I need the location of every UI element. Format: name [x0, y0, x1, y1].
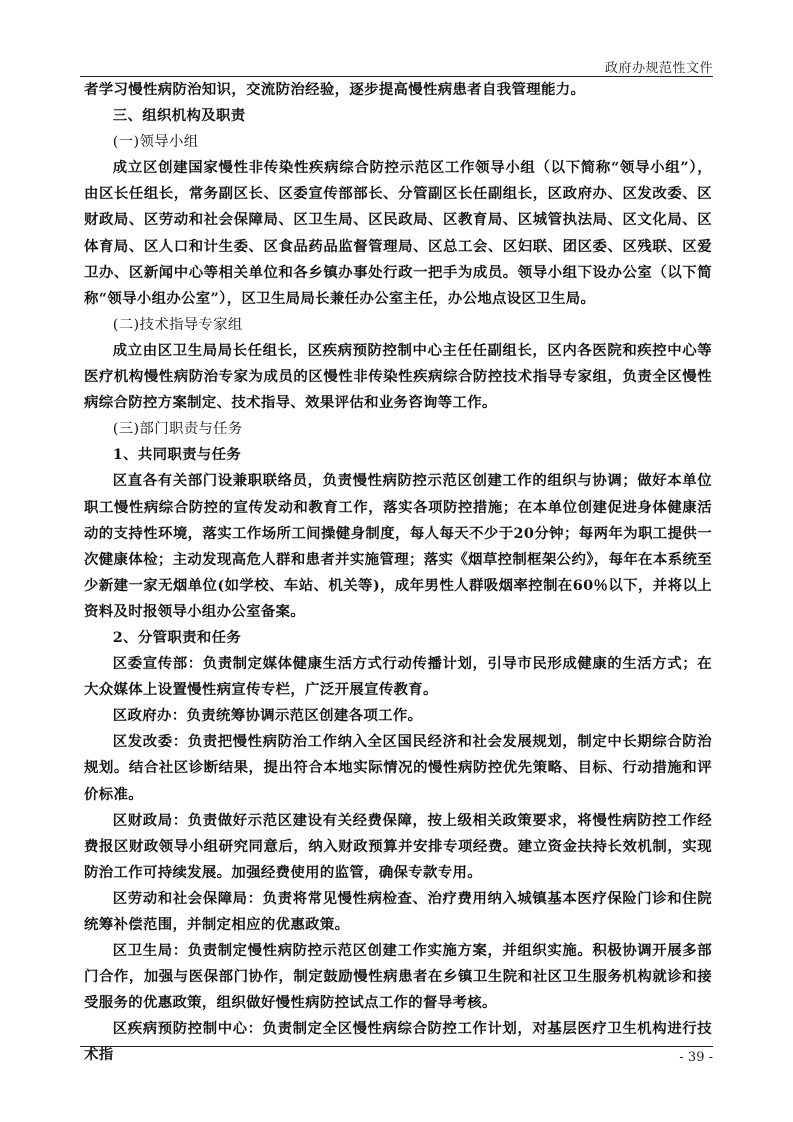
document-body	[84, 77, 712, 1069]
page-number: - 39 -	[679, 1050, 713, 1065]
subheading-divided-duties: 2、分管职责和任务	[112, 628, 242, 646]
paragraph-development-reform: 区发改委：负责把慢性病防治工作纳入全区国民经济和社会发展规划，制定中长期综合防治规划。结合社区诊断结果，提出符合本地实际情况的慢性病防控优先策略、目标、行动措施和评价标准。	[84, 733, 712, 803]
paragraph-common-duties: 区直各有关部门设兼职联络员，负责慢性病防控示范区创建工作的组织与协调；做好本单位职工慢性病综合防控的宣传发动和教育工作，落实各项防控措施；在本单位创建促进身体健康活动的支持性环境，落实工作场所工间操健身制度，每人每天不少于20分钟；每两年为职工提供一次健康体检；主动发现高危人群和患者并实施管理；落实《烟草控制框架公约》，每年在本系统至少新建一家无烟单位(如学校、车站、机关等)，成年男性人群吸烟率控制在60％以下，并将以上资料及时报领导小组办公室备案。	[84, 472, 712, 620]
paragraph-labor-social-security: 区劳动和社会保障局：负责将常见慢性病检查、治疗费用纳入城镇基本医疗保险门诊和住院统筹补偿范围，并制定相应的优惠政策。	[84, 889, 712, 933]
paragraph-cdc: 区疾病预防控制中心：负责制定全区慢性病综合防控工作计划，对基层医疗卫生机构进行技术指	[84, 1020, 712, 1064]
paragraph-publicity-department: 区委宣传部：负责制定媒体健康生活方式行动传播计划，引导市民形成健康的生活方式；在大众媒体上设置慢性病宣传专栏，广泛开展宣传教育。	[84, 655, 712, 699]
paragraph-leadership-group: 成立区创建国家慢性非传染性疾病综合防控示范区工作领导小组（以下简称“领导小组”），由区长任组长，常务副区长、区委宣传部部长、分管副区长任副组长，区政府办、区发改委、区财政局、区劳动和社会保障局、区卫生局、区民政局、区教育局、区城管执法局、区文化局、区体育局、区人口和计生委、区食品药品监督管理局、区总工会、区妇联、团区委、区残联、区爱卫办、区新闻中心等相关单位和各乡镇办事处行政一把手为成员。领导小组下设办公室（以下简称“领导小组办公室”），区卫生局局长兼任办公室主任，办公地点设区卫生局。	[84, 159, 712, 307]
paragraph-continuation: 者学习慢性病防治知识，交流防治经验，逐步提高慢性病患者自我管理能力。	[84, 81, 586, 98]
subheading-department-duties: (三)部门职责与任务	[112, 421, 243, 438]
paragraph-expert-group: 成立由区卫生局局长任组长，区疾病预防控制中心主任任副组长，区内各医院和疾控中心等医疗机构慢性病防治专家为成员的区慢性非传染性疾病综合防控技术指导专家组，负责全区慢性病综合防控方案制定、技术指导、效果评估和业务咨询等工作。	[84, 341, 712, 412]
subheading-common-duties: 1、共同职责与任务	[112, 446, 242, 464]
paragraph-health-bureau: 区卫生局：负责制定慢性病防控示范区创建工作实施方案，并组织实施。积极协调开展多部门合作，加强与医保部门协作，制定鼓励慢性病患者在乡镇卫生院和社区卫生服务机构就诊和接受服务的优惠政策，组织做好慢性病防控试点工作的督导考核。	[84, 942, 712, 1012]
paragraph-government-office: 区政府办：负责统筹协调示范区创建各项工作。	[112, 707, 423, 725]
paragraph-finance-bureau: 区财政局：负责做好示范区建设有关经费保障，按上级相关政策要求，将慢性病防控工作经费报区财政领导小组研究同意后，纳入财政预算并安排专项经费。建立资金扶持长效机制，实现防治工作可持续发展。加强经费使用的监管，确保专款专用。	[84, 811, 712, 881]
footer-divider	[80, 1046, 713, 1047]
running-header: 政府办规范性文件	[604, 61, 713, 76]
section-heading-organization: 三、组织机构及职责	[112, 107, 246, 125]
subheading-leadership-group: (一)领导小组	[112, 134, 199, 151]
subheading-expert-group: (二)技术指导专家组	[112, 316, 243, 333]
